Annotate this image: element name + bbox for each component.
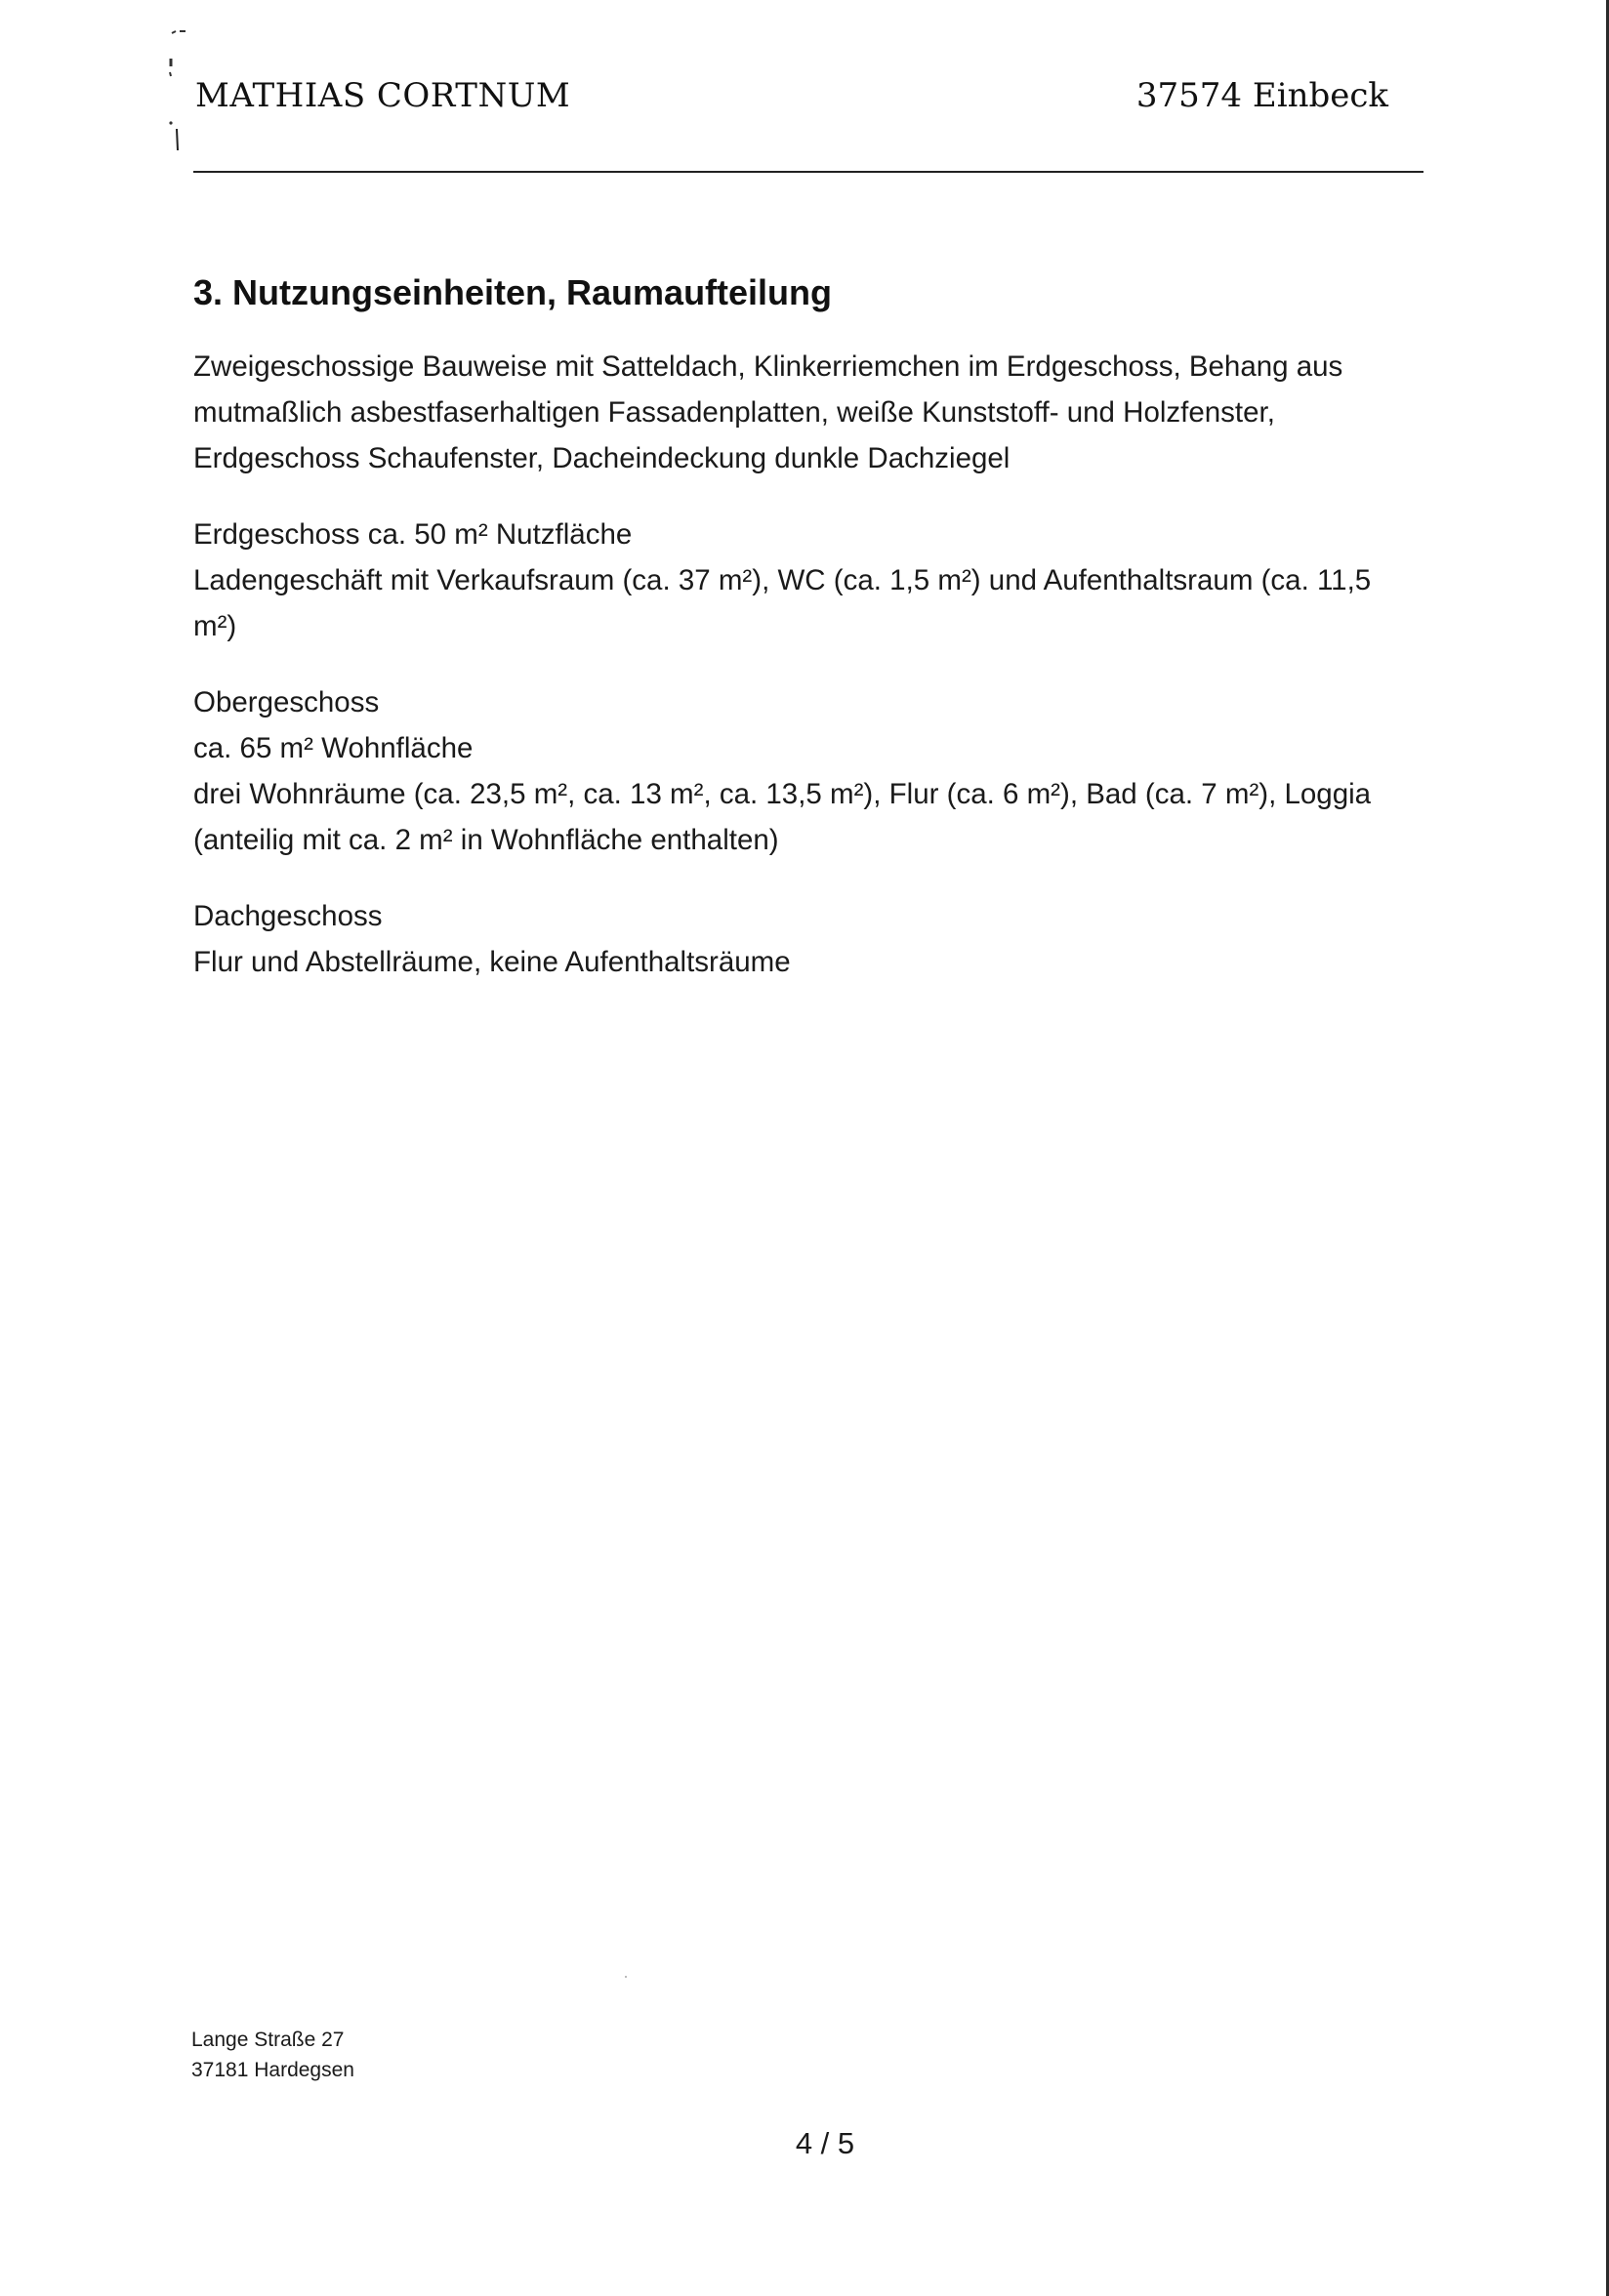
paragraph-attic [193,893,1423,985]
text-line: Erdgeschoss ca. 50 m² Nutzfläche [193,518,633,551]
text-line: Erdgeschoss Schaufenster, Dacheindeckung dunkle Dachziegel [193,442,1011,474]
text-line: Zweigeschossige Bauweise mit Satteldach, Klinkerriemchen im Erdgeschoss, Behang aus [193,350,1343,383]
main-content [193,264,1423,1015]
company-name: MATHIAS CORTNUM [195,76,571,115]
letterhead [195,76,1423,125]
paragraph-building-description [193,344,1423,481]
text-line: (anteilig mit ca. 2 m² in Wohnfläche enthalten) [193,824,779,856]
page-number: 4 / 5 [795,2126,855,2160]
text-line: Flur und Abstellräume, keine Aufenthaltsräume [193,946,791,978]
text-line: Obergeschoss [193,686,380,718]
footer-street: Lange Straße 27 [191,2029,345,2051]
text-line: Dachgeschoss [193,900,383,932]
text-line: ca. 65 m² Wohnfläche [193,732,474,764]
footer-address [191,2025,354,2085]
paragraph-ground-floor [193,512,1423,649]
header-divider [193,171,1423,173]
text-line: mutmaßlich asbestfaserhaltigen Fassadenplatten, weiße Kunststoff- und Holzfenster, [193,396,1275,429]
text-line: drei Wohnräume (ca. 23,5 m², ca. 13 m², ca. 13,5 m²), Flur (ca. 6 m²), Bad (ca. 7 m²), Loggia [193,778,1372,810]
paragraph-upper-floor [193,679,1423,863]
footer-postal-city: 37181 Hardegsen [191,2059,354,2081]
text-line: Ladengeschäft mit Verkaufsraum (ca. 37 m²), WC (ca. 1,5 m²) und Aufenthaltsraum (ca. 11,5 [193,564,1372,596]
company-city: 37574 Einbeck [1135,76,1388,115]
scan-speck [625,1976,627,1978]
text-line: m²) [193,610,237,642]
section-heading: 3. Nutzungseinheiten, Raumaufteilung [193,272,833,312]
